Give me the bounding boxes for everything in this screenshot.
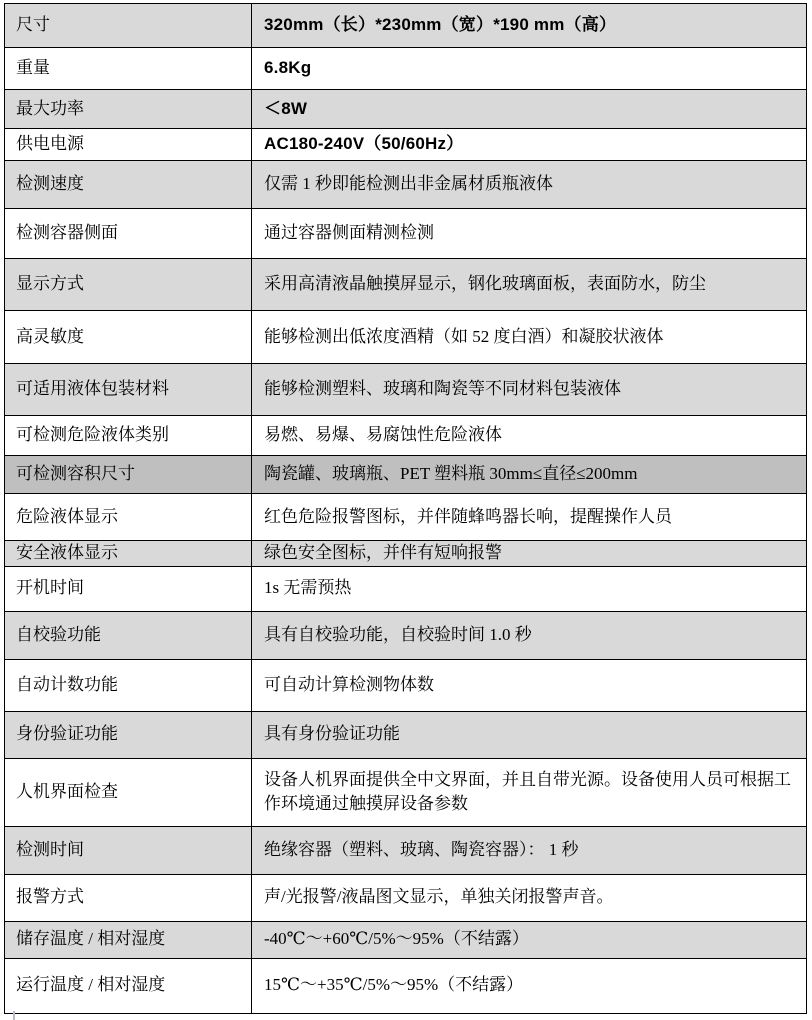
spec-label: 安全液体显示	[5, 541, 252, 567]
spec-value: -40℃～+60℃/5%～95%（不结露）	[252, 921, 807, 958]
row-size	[5, 4, 807, 48]
row-hmi	[5, 758, 807, 826]
spec-value: 320mm（长）*230mm（宽）*190 mm（高）	[252, 4, 807, 48]
spec-label: 检测速度	[5, 161, 252, 209]
row-display-mode	[5, 259, 807, 311]
spec-value: 设备人机界面提供全中文界面，并且自带光源。设备使用人员可根据工作环境通过触摸屏设备参数	[252, 758, 807, 826]
spec-label: 人机界面检查	[5, 758, 252, 826]
row-danger-display	[5, 494, 807, 541]
spec-label: 重量	[5, 48, 252, 90]
row-operating-temp	[5, 958, 807, 1013]
spec-label: 报警方式	[5, 874, 252, 921]
spec-value: 1s 无需预热	[252, 566, 807, 611]
spec-value: 通过容器侧面精测检测	[252, 209, 807, 259]
spec-label: 检测容器侧面	[5, 209, 252, 259]
spec-value: 仅需 1 秒即能检测出非金属材质瓶液体	[252, 161, 807, 209]
spec-label: 检测时间	[5, 826, 252, 874]
row-power-supply	[5, 129, 807, 161]
spec-value: ＜8W	[252, 90, 807, 129]
spec-value: 具有自校验功能，自校验时间 1.0 秒	[252, 611, 807, 659]
row-packaging-materials	[5, 364, 807, 416]
spec-label: 可检测容积尺寸	[5, 456, 252, 494]
spec-label: 自校验功能	[5, 611, 252, 659]
row-alarm-mode	[5, 874, 807, 921]
spec-table	[4, 3, 807, 1014]
spec-value: AC180-240V（50/60Hz）	[252, 129, 807, 161]
spec-label: 可适用液体包装材料	[5, 364, 252, 416]
row-detection-speed	[5, 161, 807, 209]
row-sensitivity	[5, 311, 807, 364]
spec-label: 最大功率	[5, 90, 252, 129]
row-container-size	[5, 456, 807, 494]
spec-value: 具有身份验证功能	[252, 711, 807, 758]
spec-value: 15℃～+35℃/5%～95%（不结露）	[252, 958, 807, 1013]
row-hazard-categories	[5, 416, 807, 456]
row-container-side	[5, 209, 807, 259]
spec-value: 易燃、易爆、易腐蚀性危险液体	[252, 416, 807, 456]
spec-value: 声/光报警/液晶图文显示，单独关闭报警声音。	[252, 874, 807, 921]
spec-value: 采用高清液晶触摸屏显示，钢化玻璃面板，表面防水，防尘	[252, 259, 807, 311]
row-safe-display	[5, 541, 807, 567]
spec-value: 红色危险报警图标，并伴随蜂鸣器长响，提醒操作人员	[252, 494, 807, 541]
spec-value: 能够检测塑料、玻璃和陶瓷等不同材料包装液体	[252, 364, 807, 416]
spec-label: 身份验证功能	[5, 711, 252, 758]
row-storage-temp	[5, 921, 807, 958]
spec-label: 尺寸	[5, 4, 252, 48]
spec-label: 可检测危险液体类别	[5, 416, 252, 456]
spec-label: 储存温度 / 相对湿度	[5, 921, 252, 958]
spec-label: 危险液体显示	[5, 494, 252, 541]
spec-label: 开机时间	[5, 566, 252, 611]
row-auto-count	[5, 659, 807, 711]
stray-mark	[13, 1011, 15, 1020]
spec-label: 自动计数功能	[5, 659, 252, 711]
spec-label: 高灵敏度	[5, 311, 252, 364]
row-weight	[5, 48, 807, 90]
row-id-verification	[5, 711, 807, 758]
row-max-power	[5, 90, 807, 129]
spec-value: 陶瓷罐、玻璃瓶、PET 塑料瓶 30mm≤直径≤200mm	[252, 456, 807, 494]
spec-label: 供电电源	[5, 129, 252, 161]
spec-value: 可自动计算检测物体数	[252, 659, 807, 711]
spec-value: 能够检测出低浓度酒精（如 52 度白酒）和凝胶状液体	[252, 311, 807, 364]
row-self-check	[5, 611, 807, 659]
row-detection-time	[5, 826, 807, 874]
spec-label: 显示方式	[5, 259, 252, 311]
spec-label: 运行温度 / 相对湿度	[5, 958, 252, 1013]
row-boot-time	[5, 566, 807, 611]
spec-value: 绿色安全图标，并伴有短响报警	[252, 541, 807, 567]
spec-value: 6.8Kg	[252, 48, 807, 90]
spec-value: 绝缘容器（塑料、玻璃、陶瓷容器）： 1 秒	[252, 826, 807, 874]
